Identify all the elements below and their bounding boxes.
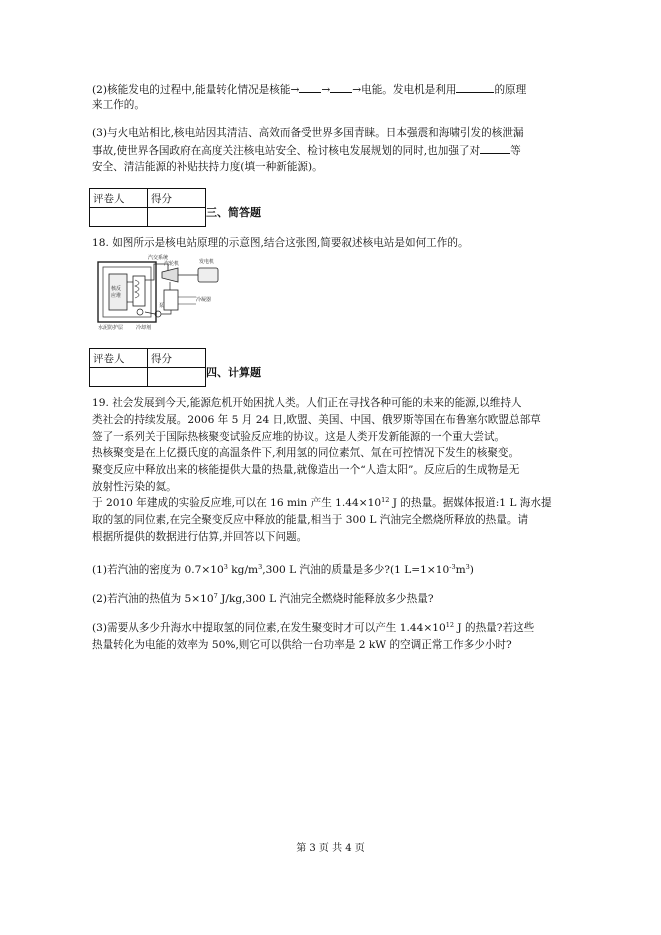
q17-part3-text: 事故,使世界各国政府在高度关注核电站安全、检讨核电发展规划的同时,也加强了对 — [92, 145, 481, 157]
q19-line7-exponent: 12 — [381, 496, 390, 504]
score-points-cell[interactable] — [148, 368, 206, 387]
nuclear-plant-diagram — [96, 252, 241, 332]
q19-line4: 热核聚变是在上亿摄氏度的高温条件下,利用氢的同位素氘、氚在可控情况下发生的核聚变。 — [92, 447, 520, 459]
q19-line8: 取的氢的同位素,在完全聚变反应中释放的能量,相当于 300 L 汽油完全燃烧所释放的热量。请 — [92, 514, 529, 526]
q17-part3-line1: (3)与火电站相比,核电站因其清洁、高效而备受世界多国青睐。日本强震和海啸引发的核泄漏 — [92, 127, 524, 139]
score-table — [89, 348, 206, 387]
q19-line5: 聚变反应中释放出来的核能提供大量的热量,就像造出一个“人造太阳”。反应后的生成物是无 — [92, 464, 520, 476]
q19-sub1-exp2: 3 — [258, 563, 263, 571]
q19-sub3-line1 — [92, 621, 534, 635]
score-points-label: 得分 — [148, 189, 206, 208]
q19-line1: 19. 社会发展到今天,能源危机开始困扰人类。人们正在寻找各种可能的未来的能源,以维持人 — [92, 397, 522, 409]
q19-line7-text-b: J 的热量。据媒体报道:1 L 海水提 — [389, 497, 552, 509]
score-grader-cell[interactable] — [90, 208, 148, 227]
q17-part3-line2 — [92, 143, 521, 158]
score-table — [89, 188, 206, 227]
q17-part2-line2: 来工作的。 — [92, 99, 145, 111]
q19-sub1 — [92, 563, 474, 577]
diagram-label-shell: 水泥防护层 — [98, 325, 124, 331]
q19-sub2-exp: 7 — [213, 592, 218, 600]
q19-sub2-text-b: J/kg,300 L 汽油完全燃烧时能释放多少热量? — [217, 593, 434, 605]
q17-part2-arrow: → — [321, 84, 331, 96]
diagram-generator — [198, 268, 218, 282]
q19-sub1-text-d: m — [455, 564, 466, 576]
score-grader-cell[interactable] — [90, 368, 148, 387]
q19-sub3-text-b: J 的热量?若这些 — [454, 622, 535, 634]
diagram-turbine — [162, 268, 178, 282]
q19-line9: 根据所提供的数据进行估算,并回答以下问题。 — [92, 531, 308, 543]
q19-sub3-line2: 热量转化为电能的效率为 50%,则它可以供给一台功率是 2 kW 的空调正常工作多少小时? — [92, 639, 512, 651]
diagram-label-turbine: 汽轮机 — [164, 261, 180, 267]
q17-part3-text-end: 等 — [510, 145, 521, 157]
page-footer: 第 3 页 共 4 页 — [296, 843, 365, 854]
q17-part2-text-a: (2)核能发电的过程中,能量转化情况是核能→ — [92, 84, 300, 96]
q19-line7-text-a: 于 2010 年建成的实验反应堆,可以在 16 min 产生 1.44×10 — [92, 497, 382, 509]
score-grader-label: 评卷人 — [90, 189, 148, 208]
diagram-heat-exchanger — [133, 276, 145, 306]
q19-sub3-exp: 12 — [445, 621, 454, 629]
q19-line2: 类社会的持续发展。2006 年 5 月 24 日,欧盟、美国、中国、俄罗斯等国在布鲁塞尔欧盟总部草 — [92, 414, 541, 426]
diagram-label-generator: 发电机 — [199, 259, 215, 265]
diagram-label-coolant: 冷却剂 — [136, 325, 152, 331]
q19-sub1-text-a: (1)若汽油的密度为 0.7×10 — [92, 564, 224, 576]
q19-sub1-text-b: kg/m — [227, 564, 259, 576]
q19-sub1-text-c: ,300 L 汽油的质量是多少?(1 L=1×10 — [262, 564, 450, 576]
diagram-label-condenser: 冷凝器 — [196, 297, 212, 303]
diagram-condenser — [164, 290, 178, 310]
diagram-label-pump: 泵 — [159, 303, 165, 309]
q18-question: 18. 如图所示是核电站原理的示意图,结合这张图,简要叙述核电站是如何工作的。 — [92, 237, 469, 249]
score-grader-label: 评卷人 — [90, 349, 148, 368]
q19-sub1-exp4: 3 — [465, 563, 470, 571]
score-points-cell[interactable] — [148, 208, 206, 227]
q19-sub1-exp3: -3 — [449, 563, 456, 571]
q19-sub2 — [92, 592, 434, 606]
answer-blank[interactable] — [299, 82, 321, 93]
section-4-title: 四、计算题 — [206, 366, 261, 379]
q19-line6: 放射性污染的氦。 — [92, 481, 177, 493]
q17-part2-line1 — [92, 82, 526, 97]
q19-sub3-text-a: (3)需要从多少升海水中提取氢的同位素,在发生聚变时才可以产生 1.44×10 — [92, 622, 446, 634]
q19-sub1-exp1: 3 — [223, 563, 228, 571]
diagram-label-reactor-2: 应堆 — [111, 293, 122, 299]
q19-line7 — [92, 496, 552, 510]
q17-part3-line3: 安全、清洁能源的补贴扶持力度(填一种新能源)。 — [92, 161, 323, 173]
q19-sub1-text-f: ) — [469, 564, 474, 576]
diagram-reactor — [109, 274, 127, 310]
answer-blank[interactable] — [456, 82, 494, 93]
q17-part2-text-b: →电能。发电机是利用 — [352, 84, 457, 96]
diagram-label-reactor-1: 核反 — [111, 286, 122, 292]
q17-part2-text-c: 的原理 — [494, 84, 527, 96]
q19-sub2-text-a: (2)若汽油的热值为 5×10 — [92, 593, 214, 605]
answer-blank[interactable] — [480, 143, 510, 154]
score-points-label: 得分 — [148, 349, 206, 368]
section-3-title: 三、简答题 — [206, 206, 261, 219]
q19-line3: 签了一系列关于国际热核聚变试验反应堆的协议。这是人类开发新能源的一个重大尝试。 — [92, 431, 506, 443]
diagram-label-steam: 汽交系统 — [148, 255, 169, 261]
answer-blank[interactable] — [330, 82, 352, 93]
